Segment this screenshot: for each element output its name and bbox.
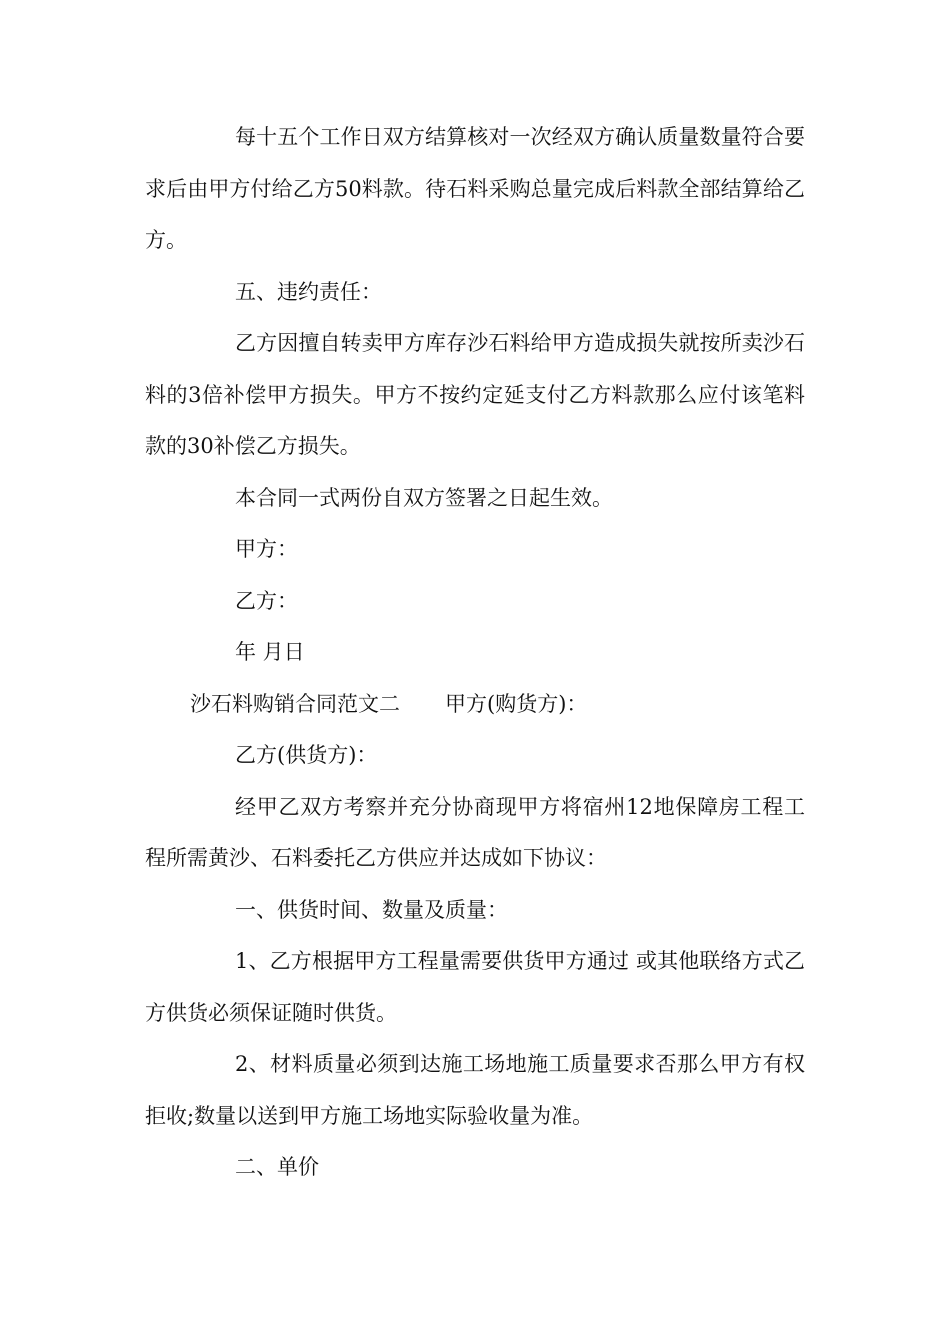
heading-breach-liability: 五、违约责任： [235, 279, 382, 304]
document-body [145, 112, 805, 1194]
signature-party-a: 甲方： [235, 537, 298, 561]
party-a-buyer: 甲方(购货方)： [445, 691, 588, 716]
contract-two-heading-line [145, 679, 805, 731]
contract-two-title: 沙石料购销合同范文二 [190, 691, 400, 716]
paragraph-breach-terms: 乙方因擅自转卖甲方库存沙石料给甲方造成损失就按所卖沙石料的3倍补偿甲方损失。甲方不按约定延支付乙方料款那么应付该笔料款的30补偿乙方损失。 [145, 331, 805, 458]
signature-party-b: 乙方： [235, 588, 298, 613]
paragraph-agreement-intro: 经甲乙双方考察并充分协商现甲方将宿州12地保障房工程工程所需黄沙、石料委托乙方供应并达成如下协议： [145, 794, 805, 870]
paragraph-supply-method: 1、乙方根据甲方工程量需要供货甲方通过 或其他联络方式乙方供货必须保证随时供货。 [145, 949, 805, 1025]
party-b-supplier: 乙方(供货方)： [235, 743, 378, 767]
paragraph-effective: 本合同一式两份自双方签署之日起生效。 [235, 485, 613, 510]
paragraph-settlement: 每十五个工作日双方结算核对一次经双方确认质量数量符合要求后由甲方付给乙方50料款。待石料采购总量完成后料款全部结算给乙方。 [145, 125, 805, 252]
heading-unit-price: 二、单价 [235, 1155, 319, 1179]
signature-date: 年 月日 [235, 640, 305, 664]
heading-supply-time-quantity-quality: 一、供货时间、数量及质量： [235, 897, 508, 922]
paragraph-material-quality: 2、材料质量必须到达施工场地施工质量要求否那么甲方有权拒收;数量以送到甲方施工场地实际验收量为准。 [145, 1052, 805, 1128]
